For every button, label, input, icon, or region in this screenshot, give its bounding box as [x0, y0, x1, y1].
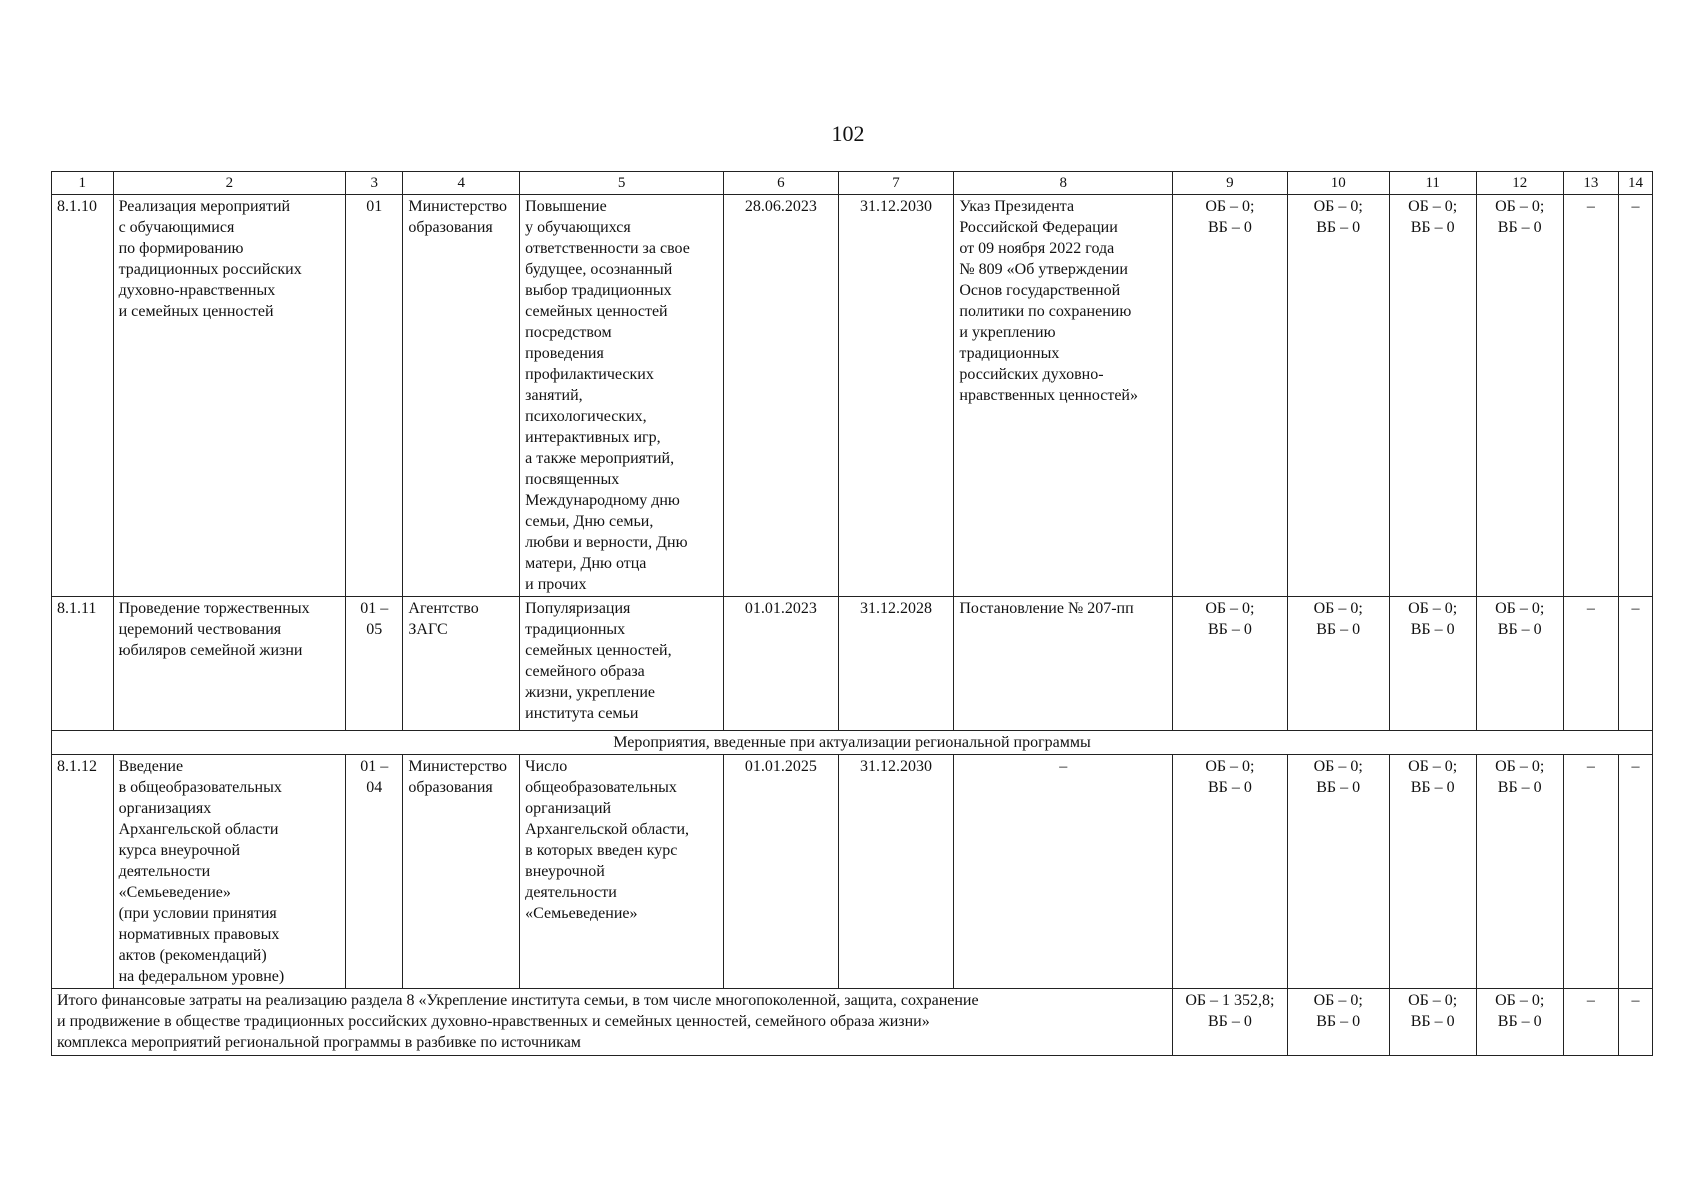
funding-col-13: – — [1563, 195, 1618, 597]
page-number: 102 — [831, 121, 865, 146]
measure-result: Популяризация традиционных семейных ценностей, семейного образа жизни, укрепление института семьи — [520, 597, 724, 731]
measure-basis: – — [954, 755, 1173, 989]
total-col-9: ОБ – 1 352,8; ВБ – 0 — [1173, 989, 1288, 1056]
table-row — [52, 195, 1653, 597]
column-number: 10 — [1287, 172, 1389, 195]
funding-col-13: – — [1563, 755, 1618, 989]
funding-col-10: ОБ – 0; ВБ – 0 — [1287, 597, 1389, 731]
funding-col-12: ОБ – 0; ВБ – 0 — [1476, 597, 1563, 731]
measure-id: 8.1.12 — [52, 755, 114, 989]
measure-name: Проведение торжественных церемоний чествования юбиляров семейной жизни — [113, 597, 346, 731]
section-row — [52, 731, 1653, 755]
measure-basis: Указ Президента Российской Федерации от 09 ноября 2022 года № 809 «Об утверждении Основ государственной политики по сохранению и укреплению традиционных российских духовно- нравственных ценностей» — [954, 195, 1173, 597]
measure-name: Реализация мероприятий с обучающимися по формированию традиционных российских духовно-нравственных и семейных ценностей — [113, 195, 346, 597]
measure-basis: Постановление № 207-пп — [954, 597, 1173, 731]
column-number: 11 — [1389, 172, 1476, 195]
total-col-10: ОБ – 0; ВБ – 0 — [1287, 989, 1389, 1056]
funding-col-12: ОБ – 0; ВБ – 0 — [1476, 755, 1563, 989]
section-title: Мероприятия, введенные при актуализации региональной программы — [52, 731, 1653, 755]
measures-table — [51, 171, 1653, 1056]
total-label: Итого финансовые затраты на реализацию раздела 8 «Укрепление института семьи, в том числе многопоколенной, защита, сохранение и продвижение в обществе традиционных российских духовно-нравственных и семейных ценностей, семейного образа жизни» комплекса мероприятий региональной программы в разбивке по источникам — [52, 989, 1173, 1056]
measure-end-date: 31.12.2030 — [838, 755, 954, 989]
funding-col-14: – — [1618, 755, 1652, 989]
column-number: 7 — [838, 172, 954, 195]
total-row — [52, 989, 1653, 1056]
column-number: 5 — [520, 172, 724, 195]
measure-end-date: 31.12.2028 — [838, 597, 954, 731]
total-col-14: – — [1618, 989, 1652, 1056]
column-number: 2 — [113, 172, 346, 195]
column-number-row — [52, 172, 1653, 195]
funding-col-13: – — [1563, 597, 1618, 731]
measure-name: Введение в общеобразовательных организациях Архангельской области курса внеурочной деятельности «Семьеведение» (при условии принятия нормативных правовых актов (рекомендаций) на федеральном уровне) — [113, 755, 346, 989]
measure-period: 01 — [346, 195, 403, 597]
column-number: 3 — [346, 172, 403, 195]
funding-col-11: ОБ – 0; ВБ – 0 — [1389, 755, 1476, 989]
funding-col-11: ОБ – 0; ВБ – 0 — [1389, 597, 1476, 731]
measure-executor: Министерство образования — [403, 195, 520, 597]
funding-col-9: ОБ – 0; ВБ – 0 — [1173, 597, 1288, 731]
column-number: 1 — [52, 172, 114, 195]
funding-col-10: ОБ – 0; ВБ – 0 — [1287, 195, 1389, 597]
funding-col-14: – — [1618, 195, 1652, 597]
measure-start-date: 01.01.2025 — [724, 755, 839, 989]
measure-period: 01 – 04 — [346, 755, 403, 989]
total-col-12: ОБ – 0; ВБ – 0 — [1476, 989, 1563, 1056]
funding-col-14: – — [1618, 597, 1652, 731]
column-number: 13 — [1563, 172, 1618, 195]
measure-start-date: 01.01.2023 — [724, 597, 839, 731]
measure-start-date: 28.06.2023 — [724, 195, 839, 597]
column-number: 4 — [403, 172, 520, 195]
column-number: 12 — [1476, 172, 1563, 195]
table-row — [52, 597, 1653, 731]
funding-col-9: ОБ – 0; ВБ – 0 — [1173, 755, 1288, 989]
column-number: 9 — [1173, 172, 1288, 195]
funding-col-9: ОБ – 0; ВБ – 0 — [1173, 195, 1288, 597]
measure-id: 8.1.11 — [52, 597, 114, 731]
measure-id: 8.1.10 — [52, 195, 114, 597]
measure-end-date: 31.12.2030 — [838, 195, 954, 597]
funding-col-10: ОБ – 0; ВБ – 0 — [1287, 755, 1389, 989]
column-number: 14 — [1618, 172, 1652, 195]
column-number: 8 — [954, 172, 1173, 195]
measure-result: Повышение у обучающихся ответственности за свое будущее, осознанный выбор традиционных семейных ценностей посредством проведения профилактических занятий, психологических, интерактивных игр, а также мероприятий, посвященных Международному дню семьи, Дню семьи, любви и верности, Дню матери, Дню отца и прочих — [520, 195, 724, 597]
total-col-11: ОБ – 0; ВБ – 0 — [1389, 989, 1476, 1056]
measure-result: Число общеобразовательных организаций Архангельской области, в которых введен курс внеурочной деятельности «Семьеведение» — [520, 755, 724, 989]
measure-executor: Агентство ЗАГС — [403, 597, 520, 731]
column-number: 6 — [724, 172, 839, 195]
measure-period: 01 – 05 — [346, 597, 403, 731]
measure-executor: Министерство образования — [403, 755, 520, 989]
table-row — [52, 755, 1653, 989]
funding-col-12: ОБ – 0; ВБ – 0 — [1476, 195, 1563, 597]
total-col-13: – — [1563, 989, 1618, 1056]
funding-col-11: ОБ – 0; ВБ – 0 — [1389, 195, 1476, 597]
